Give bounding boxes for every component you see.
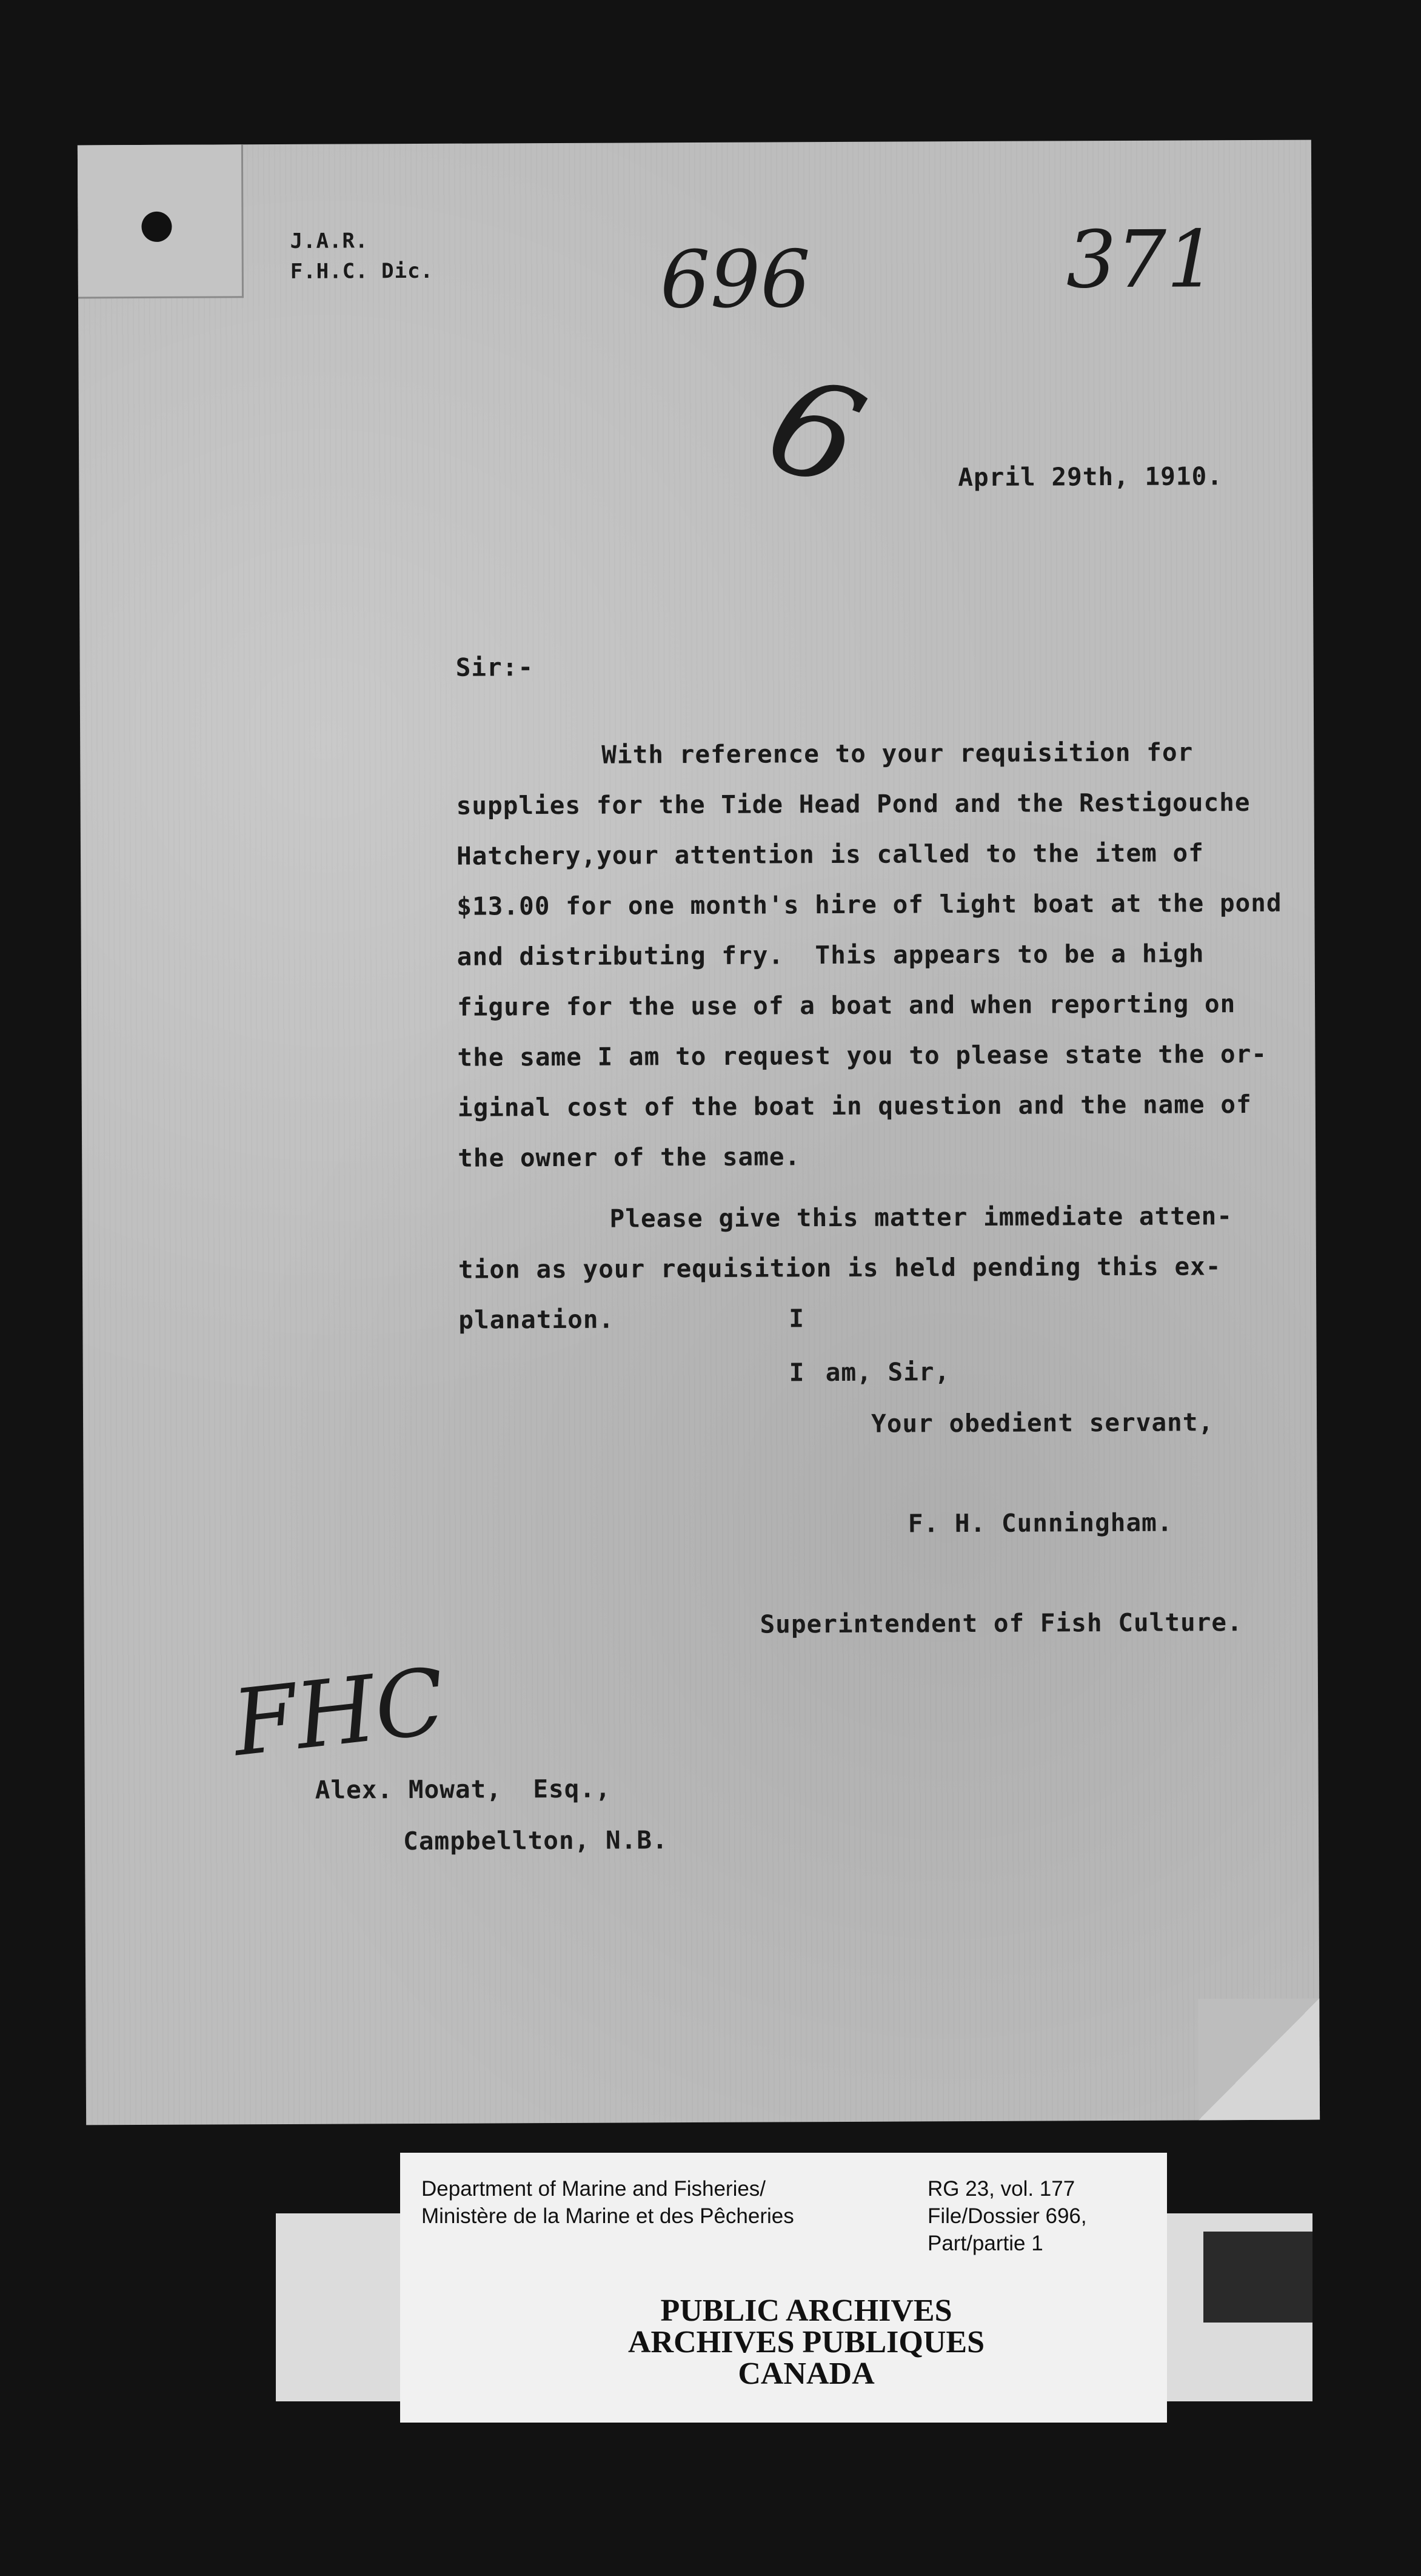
punch-hole — [141, 212, 172, 242]
body-line: Please give this matter immediate atten- — [609, 1201, 1233, 1233]
file-tab-corner — [78, 144, 244, 298]
archives-stamp — [570, 2295, 1043, 2390]
handwritten-initials: FHC — [227, 1649, 450, 1777]
body-line: and distributing fry. This appears to be a high — [456, 939, 1205, 971]
body-line: iginal cost of the boat in question and the name of — [457, 1090, 1252, 1122]
body-line: $13.00 for one month's hire of light boat at the pond — [456, 888, 1282, 921]
body-line: With reference to your requisition for — [601, 737, 1194, 770]
addressee-name: Alex. Mowat, Esq., — [315, 1774, 611, 1805]
header-initials-1: J.A.R. — [290, 229, 369, 253]
letter-page — [78, 140, 1320, 2125]
salutation: Sir:- — [455, 652, 534, 682]
stamp-line-3: CANADA — [738, 2356, 875, 2391]
body-line: figure for the use of a boat and when reporting on — [456, 989, 1236, 1022]
label-shadow — [1203, 2232, 1312, 2323]
department-fr: Ministère de la Marine et des Pêcheries — [421, 2204, 794, 2228]
reference-file: File/Dossier 696, — [928, 2204, 1087, 2228]
stamp-line-2: ARCHIVES PUBLIQUES — [627, 2325, 985, 2360]
closing-am-sir: am, Sir, — [825, 1357, 951, 1387]
body-line: tion as your requisition is held pending this ex- — [458, 1252, 1222, 1284]
header-initials-2: F.H.C. Dic. — [290, 258, 434, 284]
reference-part: Part/partie 1 — [928, 2232, 1043, 2255]
signatory-name: F. H. Cunningham. — [908, 1508, 1173, 1538]
file-part-handwritten: 6 — [749, 344, 882, 520]
letter-date: April 29th, 1910. — [958, 461, 1223, 492]
stamp-line-1: PUBLIC ARCHIVES — [660, 2293, 952, 2328]
reference-rg: RG 23, vol. 177 — [928, 2177, 1075, 2201]
body-line: the same I am to request you to please state the or- — [457, 1039, 1268, 1072]
folded-corner — [1198, 1999, 1320, 2121]
closing-servant: Your obedient servant, — [871, 1407, 1214, 1438]
body-line: Hatchery,your attention is called to the item of — [456, 838, 1204, 871]
body-line: planation. — [458, 1304, 615, 1335]
stray-typed-mark: I — [789, 1304, 805, 1333]
folio-handwritten: 371 — [1066, 213, 1217, 306]
signatory-title: Superintendent of Fish Culture. — [760, 1608, 1243, 1639]
addressee-place: Campbellton, N.B. — [403, 1825, 668, 1856]
body-line: supplies for the Tide Head Pond and the Restigouche — [456, 788, 1251, 820]
body-line: the owner of the same. — [458, 1142, 801, 1173]
file-number-handwritten: 696 — [660, 233, 811, 326]
closing-i: I — [789, 1358, 805, 1387]
department-en: Department of Marine and Fisheries/ — [421, 2177, 766, 2201]
